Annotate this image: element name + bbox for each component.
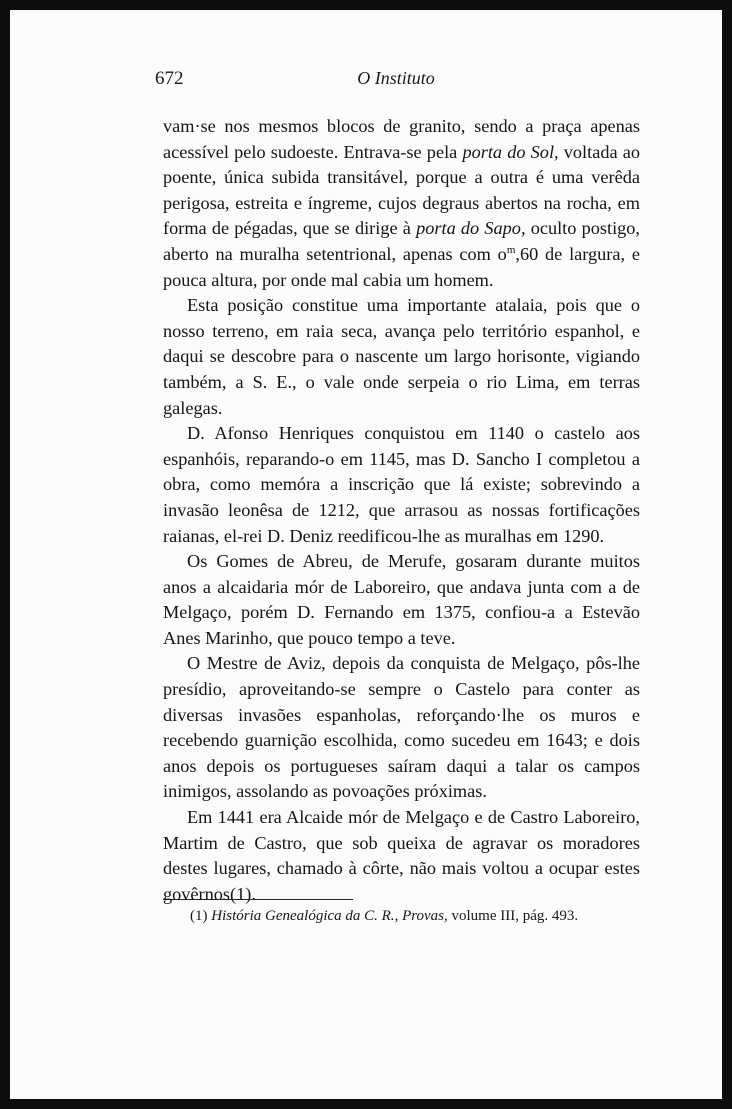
porta-do-sol-term: porta do Sol, bbox=[462, 141, 559, 162]
footnote-source-detail: volume III, pág. 493. bbox=[447, 908, 579, 924]
paragraph-1-text-d: ,60 de largura, e pouca altura, por onde mal cabia um homem. bbox=[163, 243, 640, 290]
paragraph-1-text-c: oculto postigo, aberto na muralha setentrional, apenas com o bbox=[163, 218, 641, 264]
page-header bbox=[155, 68, 637, 94]
running-title: O Instituto bbox=[357, 68, 435, 88]
paragraph-2: Esta posição constitue uma importante atalaia, pois que o nosso terreno, em raia seca, avança pelo território espanhol, e daqui se descobre para o nascente um largo horisonte, vigiando também, a S. E., o vale onde serpeia o rio Lima, em terras galegas. bbox=[163, 295, 640, 418]
body-text bbox=[163, 114, 640, 907]
paragraph-1 bbox=[163, 114, 640, 293]
paragraph-4: Os Gomes de Abreu, de Merufe, gosaram durante muitos anos a alcaidaria mór de Laboreiro, que andava junta com a de Melgaço, porém D. Fernando em 1375, confiou-a a Estevão Anes Marinho, que pouco tempo a teve. bbox=[163, 551, 640, 648]
footnote-source-title: História Genealógica da C. R., Provas, bbox=[211, 908, 448, 924]
paragraph-6: Em 1441 era Alcaide mór de Melgaço e de Castro Laboreiro, Martim de Castro, que sob queixa de agravar os moradores destes lugares, chamado à côrte, não mais voltou a ocupar estes govêrnos(1). bbox=[163, 807, 640, 904]
paragraph-5: O Mestre de Aviz, depois da conquista de Melgaço, pôs-lhe presídio, aproveitando-se sempre o Castelo para conter as diversas invasões espanholas, reforçando·lhe os muros e recebendo guarnição escolhida, como sucedeu em 1643; e dois anos depois os portugueses saíram daqui a talar os campos inimigos, assolando as povoações próximas. bbox=[163, 653, 640, 802]
metre-superscript: m bbox=[506, 243, 516, 256]
paragraph-1-text-b: voltada ao poente, única subida transitável, porque a outra é uma verêda perigosa, estreita e íngreme, cujos degraus abertos na rocha, em forma de pégadas, que se dirige à bbox=[163, 141, 641, 239]
footnote-divider bbox=[163, 899, 353, 900]
footnote-marker: (1) bbox=[190, 908, 212, 924]
paragraph-3: D. Afonso Henriques conquistou em 1140 o castelo aos espanhóis, reparando-o em 1145, mas D. Sancho I completou a obra, como memóra a inscrição que lá existe; sobrevindo a invasão leonêsa de 1212, que arrasou as nossas fortificações raianas, el-rei D. Deniz reedificou-lhe as muralhas em 1290. bbox=[163, 423, 640, 546]
page-number: 672 bbox=[155, 68, 184, 89]
paragraph-1-text-a: vam·se nos mesmos blocos de granito, sendo a praça apenas acessível pelo sudoeste. Entrava-se pela bbox=[163, 116, 640, 162]
footnote bbox=[190, 906, 640, 926]
porta-do-sapo-term: porta do Sapo, bbox=[416, 218, 526, 239]
